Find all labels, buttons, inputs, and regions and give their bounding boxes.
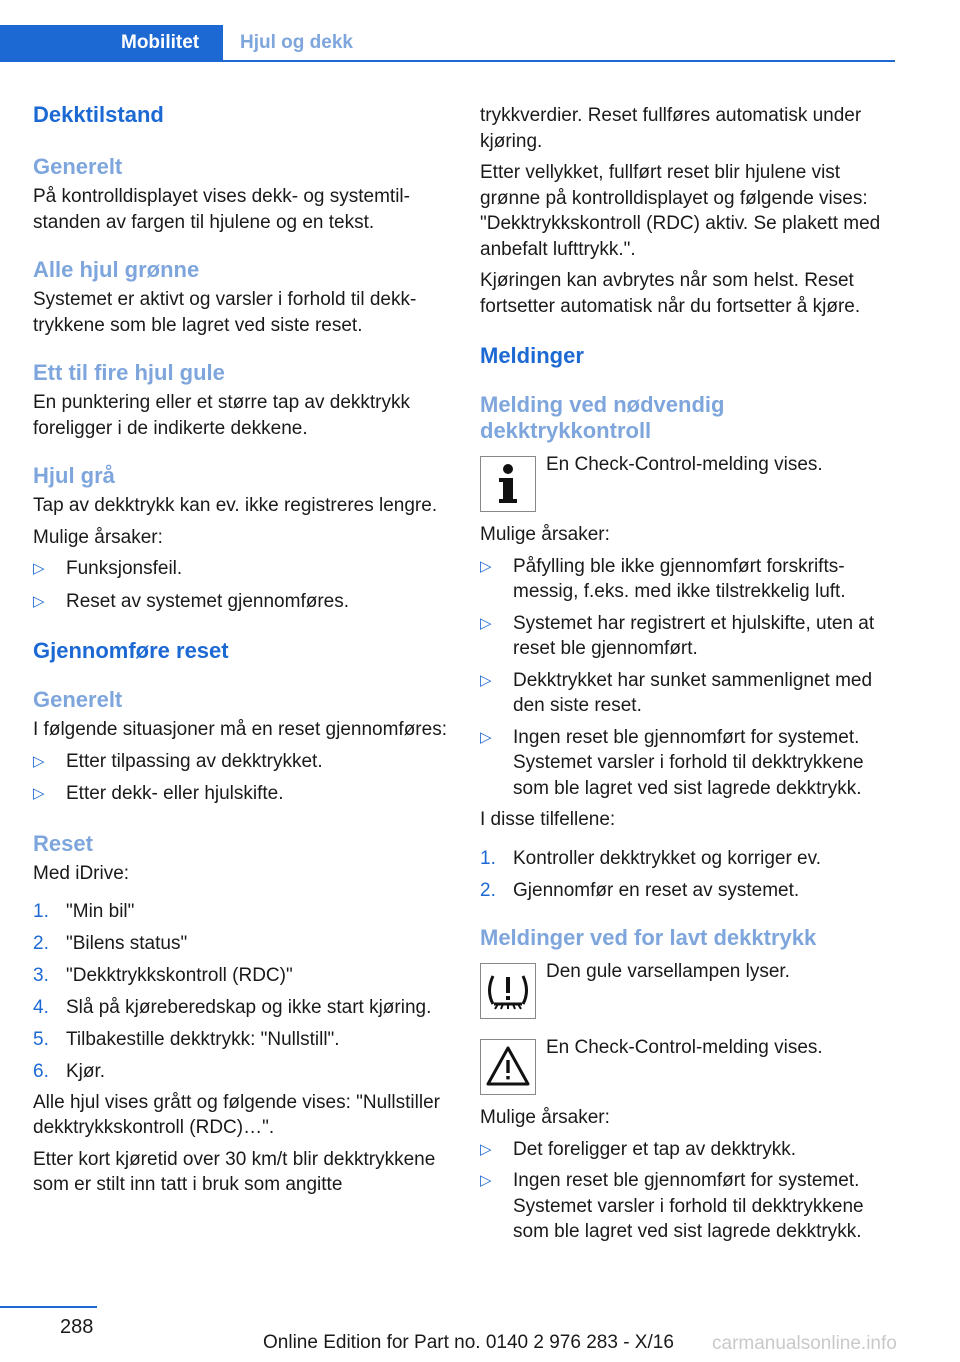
icon-row-warning-triangle bbox=[480, 1035, 900, 1091]
paragraph-reset-generelt: I følgende situasjoner må en reset gjennomføres: bbox=[33, 719, 447, 740]
label-mulige-arsaker: Mulige årsaker: bbox=[480, 524, 610, 545]
info-icon bbox=[480, 456, 536, 512]
label-med-idrive: Med iDrive: bbox=[33, 862, 130, 884]
list-item: 5. Tilbakestille dekktrykk: "Nullstill". bbox=[33, 1029, 340, 1050]
triangle-bullet-icon: ▷ bbox=[33, 560, 45, 577]
triangle-bullet-icon: ▷ bbox=[480, 1172, 492, 1189]
list-reset-steps bbox=[33, 899, 453, 1085]
list-item: 1. "Min bil" bbox=[33, 901, 135, 922]
heading-ett-til-fire-hjul-gule: Ett til fire hjul gule bbox=[33, 360, 225, 385]
label-mulige-arsaker: Mulige årsaker: bbox=[480, 1107, 610, 1128]
list-item: ▷ Etter tilpassing av dekktrykket. bbox=[33, 749, 453, 775]
list-item: ▷ Etter dekk- eller hjulskifte. bbox=[33, 781, 453, 807]
paragraph-check-control: En Check-Control-melding vises. bbox=[546, 454, 823, 475]
paragraph-alle-hjul-gronne: Systemet er aktivt og varsler i forhold til dekktrykkene som ble lagret ved siste reset. bbox=[33, 289, 417, 336]
heading-reset-generelt: Generelt bbox=[33, 687, 123, 712]
label-i-disse-tilfellene: I disse tilfellene: bbox=[480, 809, 616, 830]
paragraph-generelt: På kontrolldisplayet vises dekk- og systemtilstanden av fargen til hjulene og en tekst. bbox=[33, 186, 410, 233]
paragraph-hjul-gra: Tap av dekktrykk kan ev. ikke registreres lengre. bbox=[33, 495, 438, 516]
list-item: ▷ Funksjonsfeil. bbox=[33, 556, 453, 582]
triangle-bullet-icon: ▷ bbox=[480, 1140, 492, 1158]
list-item: 1. Kontroller dekktrykket og korriger ev. bbox=[480, 847, 821, 869]
list-grey-causes bbox=[33, 556, 453, 614]
list-item: 2. "Bilens status" bbox=[33, 933, 188, 954]
list-item: ▷ Påfylling ble ikke gjennomført forskriftsmessig, f.eks. med ikke tilstrekkelig luft. bbox=[480, 555, 846, 602]
left-column bbox=[33, 100, 453, 1198]
tire-pressure-warning-icon bbox=[480, 963, 536, 1019]
paragraph-reset-continue: trykkverdier. Reset fullføres automatisk under kjøring. bbox=[480, 105, 862, 152]
list-item: ▷ Systemet har registrert et hjulskifte, uten at reset ble gjennomført. bbox=[480, 612, 875, 659]
paragraph-reset-drive: Etter kort kjøretid over 30 km/t blir dekktrykkene som er stilt inn tatt i bruk som angitte bbox=[33, 1148, 436, 1195]
paragraph-yellow-lamp: Den gule varsellampen lyser. bbox=[546, 961, 790, 982]
triangle-bullet-icon: ▷ bbox=[480, 614, 492, 632]
list-reset-situations bbox=[33, 749, 453, 807]
heading-dekktilstand: Dekktilstand bbox=[33, 102, 164, 127]
heading-reset: Reset bbox=[33, 830, 93, 856]
list-item: 2. Gjennomfør en reset av systemet. bbox=[480, 879, 800, 901]
paragraph-reset-after: Alle hjul vises grått og følgende vises: "Nullstiller dekktrykkskontroll (RDC)…". bbox=[33, 1091, 440, 1138]
heading-hjul-gra: Hjul grå bbox=[33, 463, 115, 488]
list-item: 6. Kjør. bbox=[33, 1061, 106, 1082]
footer-rule bbox=[0, 1306, 97, 1308]
right-column bbox=[480, 100, 900, 1245]
triangle-bullet-icon: ▷ bbox=[33, 785, 45, 802]
list-item: ▷ Ingen reset ble gjennomført for systemet. Systemet varsler i forhold til dekktrykkene som ble lagret ved sist lagrede dekktrykk. bbox=[480, 726, 864, 799]
heading-generelt: Generelt bbox=[33, 154, 123, 179]
heading-meldinger: Meldinger bbox=[480, 343, 584, 368]
paragraph-reset-success: Etter vellykket, fullført reset blir hjulene vist grønne på kontrolldisplayet og følgende vises: "Dekktrykkskontroll (RDC) aktiv. Se plakett med anbefalt lufttrykk.". bbox=[480, 162, 881, 260]
triangle-bullet-icon: ▷ bbox=[480, 728, 492, 746]
label-mulige-arsaker: Mulige årsaker: bbox=[33, 526, 163, 548]
list-check-causes bbox=[480, 554, 900, 802]
triangle-bullet-icon: ▷ bbox=[33, 592, 45, 610]
paragraph-ett-til-fire-hjul-gule: En punktering eller et større tap av dekktrykk foreligger i de indikerte dekkene. bbox=[33, 392, 410, 439]
warning-triangle-icon bbox=[480, 1039, 536, 1095]
list-item: ▷ Ingen reset ble gjennomført for systemet. Systemet varsler i forhold til dekktrykkene som ble lagret ved sist lagrede dekktrykk. bbox=[480, 1170, 864, 1242]
list-item: ▷ Det foreligger et tap av dekktrykk. bbox=[480, 1137, 900, 1163]
triangle-bullet-icon: ▷ bbox=[480, 557, 492, 575]
page-number: 288 bbox=[60, 1316, 94, 1338]
section-tab-hjul-og-dekk[interactable]: Hjul og dekk bbox=[240, 32, 353, 53]
triangle-bullet-icon: ▷ bbox=[33, 752, 45, 770]
paragraph-reset-interrupt: Kjøringen kan avbrytes når som helst. Reset fortsetter automatisk når du fortsetter å kjøre. bbox=[480, 270, 861, 317]
heading-alle-hjul-gronne: Alle hjul grønne bbox=[33, 257, 200, 282]
list-low-causes bbox=[480, 1137, 900, 1245]
list-item: 4. Slå på kjøreberedskap og ikke start kjøring. bbox=[33, 997, 432, 1018]
icon-row-info bbox=[480, 452, 900, 508]
list-item: 3. "Dekktrykkskontroll (RDC)" bbox=[33, 965, 293, 986]
triangle-bullet-icon: ▷ bbox=[480, 671, 492, 689]
heading-melding-nodvendig-kontroll: Melding ved nødvendig dekktrykkontroll bbox=[480, 392, 725, 443]
page-header bbox=[0, 25, 895, 62]
edition-note: Online Edition for Part no. 0140 2 976 283 - X/16 bbox=[263, 1332, 674, 1353]
heading-meldinger-lavt-dekktrykk: Meldinger ved for lavt dekktrykk bbox=[480, 925, 817, 950]
list-item: ▷ Dekktrykket har sunket sammenlignet med den siste reset. bbox=[480, 669, 873, 716]
list-item: ▷ Reset av systemet gjennomføres. bbox=[33, 589, 453, 615]
section-tab-mobilitet[interactable]: Mobilitet bbox=[0, 25, 223, 62]
paragraph-check-control-low: En Check-Control-melding vises. bbox=[546, 1037, 823, 1058]
icon-row-tire-warning bbox=[480, 959, 900, 1015]
list-in-cases-steps bbox=[480, 846, 900, 904]
watermark: carmanualsonline.info bbox=[712, 1333, 897, 1354]
heading-gjennomfore-reset: Gjennomføre reset bbox=[33, 638, 229, 663]
